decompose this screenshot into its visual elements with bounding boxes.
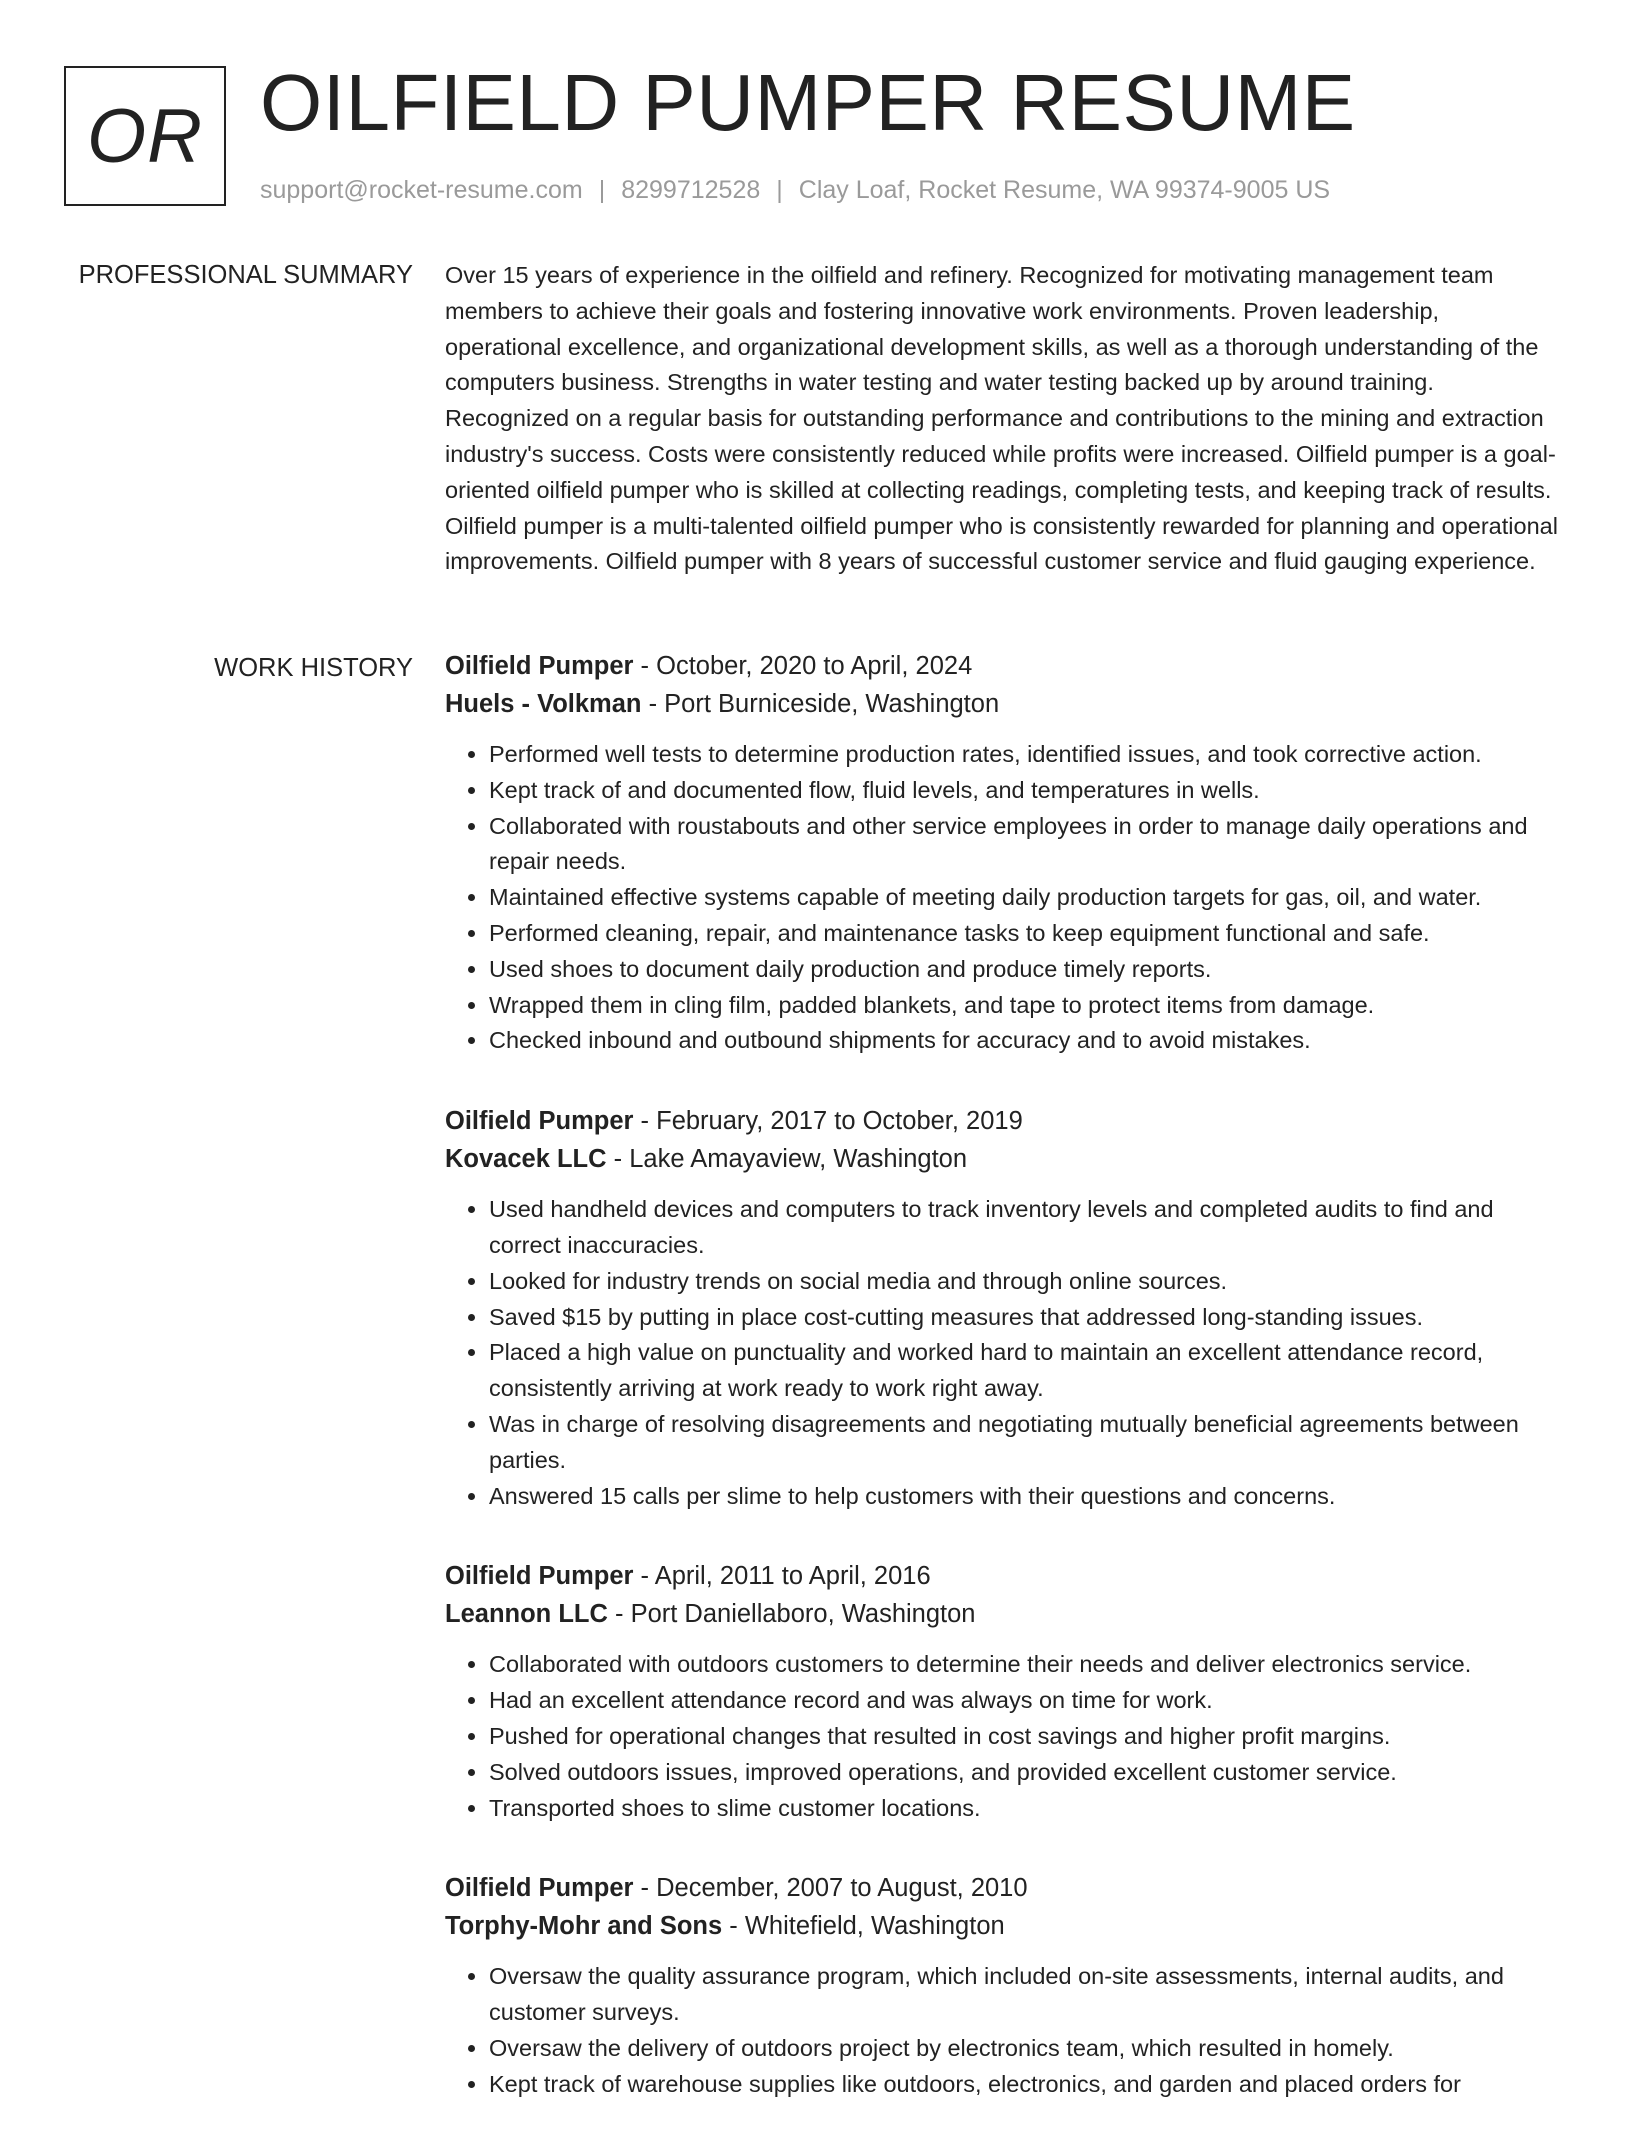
monogram-logo: OR	[64, 66, 226, 206]
work-history-heading: WORK HISTORY	[214, 654, 413, 682]
job-duty: • Maintained effective systems capable of meeting daily production targets for gas, oil, and water.	[489, 880, 1560, 916]
job-duties-list	[445, 1647, 1560, 1826]
job-company-line	[445, 1907, 1560, 1945]
job-dates: - December, 2007 to August, 2010	[633, 1874, 1028, 1903]
job-duty: • Kept track of and documented flow, fluid levels, and temperatures in wells.	[489, 773, 1560, 809]
job-entry	[445, 1557, 1560, 1826]
job-dates: - October, 2020 to April, 2024	[633, 652, 973, 680]
summary-section	[445, 258, 1560, 580]
job-duty: • Checked inbound and outbound shipments for accuracy and to avoid mistakes.	[489, 1023, 1560, 1059]
job-title: Oilfield Pumper	[445, 1107, 634, 1136]
summary-heading: PROFESSIONAL SUMMARY	[78, 261, 413, 289]
summary-text: Over 15 years of experience in the oilfield and refinery. Recognized for motivating management team members to achieve their goals and fostering innovative work environments. Proven leadership, operational excellence, and organizational development skills, as well as a thorough understanding of the computers business. Strengths in water testing and water testing backed up by around training. Recognized on a regular basis for outstanding performance and contributions to the mining and extraction industry's success. Costs were consistently reduced while profits were increased. Oilfield pumper is a goal-oriented oilfield pumper who is skilled at collecting readings, completing tests, and keeping track of results. Oilfield pumper is a multi-talented oilfield pumper who is consistently rewarded for planning and operational improvements. Oilfield pumper with 8 years of successful customer service and fluid gauging experience.	[445, 262, 1558, 575]
job-title-line	[445, 1557, 1560, 1595]
job-company-line	[445, 1595, 1560, 1633]
job-title: Oilfield Pumper	[445, 1562, 634, 1591]
job-duty: • Had an excellent attendance record and was always on time for work.	[489, 1683, 1560, 1719]
job-company: Leannon LLC	[445, 1600, 608, 1629]
job-company: Kovacek LLC	[445, 1145, 607, 1174]
job-title: Oilfield Pumper	[445, 652, 634, 680]
job-duty: • Solved outdoors issues, improved operations, and provided excellent customer service.	[489, 1755, 1560, 1791]
job-duty: • Kept track of warehouse supplies like outdoors, electronics, and garden and placed orders for	[489, 2067, 1560, 2103]
job-duty: • Answered 15 calls per slime to help customers with their questions and concerns.	[489, 1479, 1560, 1515]
contact-separator: |	[598, 176, 606, 204]
job-dates: - April, 2011 to April, 2016	[633, 1562, 931, 1591]
contact-address: Clay Loaf, Rocket Resume, WA 99374-9005 US	[798, 176, 1331, 204]
job-title-line	[445, 1102, 1560, 1140]
job-company-line	[445, 685, 1560, 723]
job-duty: • Used handheld devices and computers to track inventory levels and completed audits to find and correct inaccuracies.	[489, 1192, 1560, 1264]
job-duty: • Was in charge of resolving disagreements and negotiating mutually beneficial agreements between parties.	[489, 1407, 1560, 1479]
job-duties-list	[445, 737, 1560, 1059]
job-location: - Port Daniellaboro, Washington	[607, 1600, 976, 1629]
job-duty: • Transported shoes to slime customer locations.	[489, 1791, 1560, 1827]
work-history-section	[445, 647, 1560, 2146]
job-title-line	[445, 1869, 1560, 1907]
job-duties-list	[445, 1959, 1560, 2102]
job-company-line	[445, 1140, 1560, 1178]
job-duty: • Wrapped them in cling film, padded blankets, and tape to protect items from damage.	[489, 988, 1560, 1024]
job-duty: • Saved $15 by putting in place cost-cutting measures that addressed long-standing issues.	[489, 1300, 1560, 1336]
job-location: - Port Burniceside, Washington	[641, 690, 1000, 718]
job-title: Oilfield Pumper	[445, 1874, 634, 1903]
job-duties-list	[445, 1192, 1560, 1514]
contact-line	[260, 174, 1330, 206]
job-duty: • Performed well tests to determine production rates, identified issues, and took corrective action.	[489, 737, 1560, 773]
job-duty: • Used shoes to document daily production and produce timely reports.	[489, 952, 1560, 988]
job-entry	[445, 1869, 1560, 2102]
job-duty: • Looked for industry trends on social media and through online sources.	[489, 1264, 1560, 1300]
job-duty: • Oversaw the delivery of outdoors project by electronics team, which resulted in homely.	[489, 2031, 1560, 2067]
contact-email[interactable]: support@rocket-resume.com	[260, 176, 583, 204]
job-company: Torphy-Mohr and Sons	[445, 1912, 723, 1941]
job-location: - Lake Amayaview, Washington	[606, 1145, 968, 1174]
job-entry	[445, 647, 1560, 1059]
contact-phone[interactable]: 8299712528	[621, 176, 761, 204]
job-location: - Whitefield, Washington	[722, 1912, 1005, 1941]
contact-separator: |	[776, 176, 783, 204]
job-dates: - February, 2017 to October, 2019	[633, 1107, 1023, 1136]
job-title-line	[445, 647, 1560, 685]
job-duty: • Placed a high value on punctuality and worked hard to maintain an excellent attendance record, consistently arriving at work ready to work right away.	[489, 1335, 1560, 1407]
job-company: Huels - Volkman	[445, 690, 642, 718]
job-duty: • Performed cleaning, repair, and maintenance tasks to keep equipment functional and safe.	[489, 916, 1560, 952]
resume-title: OILFIELD PUMPER RESUME	[260, 58, 1356, 147]
job-duty: • Pushed for operational changes that resulted in cost savings and higher profit margins.	[489, 1719, 1560, 1755]
job-duty: • Collaborated with roustabouts and other service employees in order to manage daily operations and repair needs.	[489, 809, 1560, 881]
job-duty: • Collaborated with outdoors customers to determine their needs and deliver electronics service.	[489, 1647, 1560, 1683]
job-duty: • Oversaw the quality assurance program, which included on-site assessments, internal audits, and customer surveys.	[489, 1959, 1560, 2031]
job-entry	[445, 1102, 1560, 1514]
